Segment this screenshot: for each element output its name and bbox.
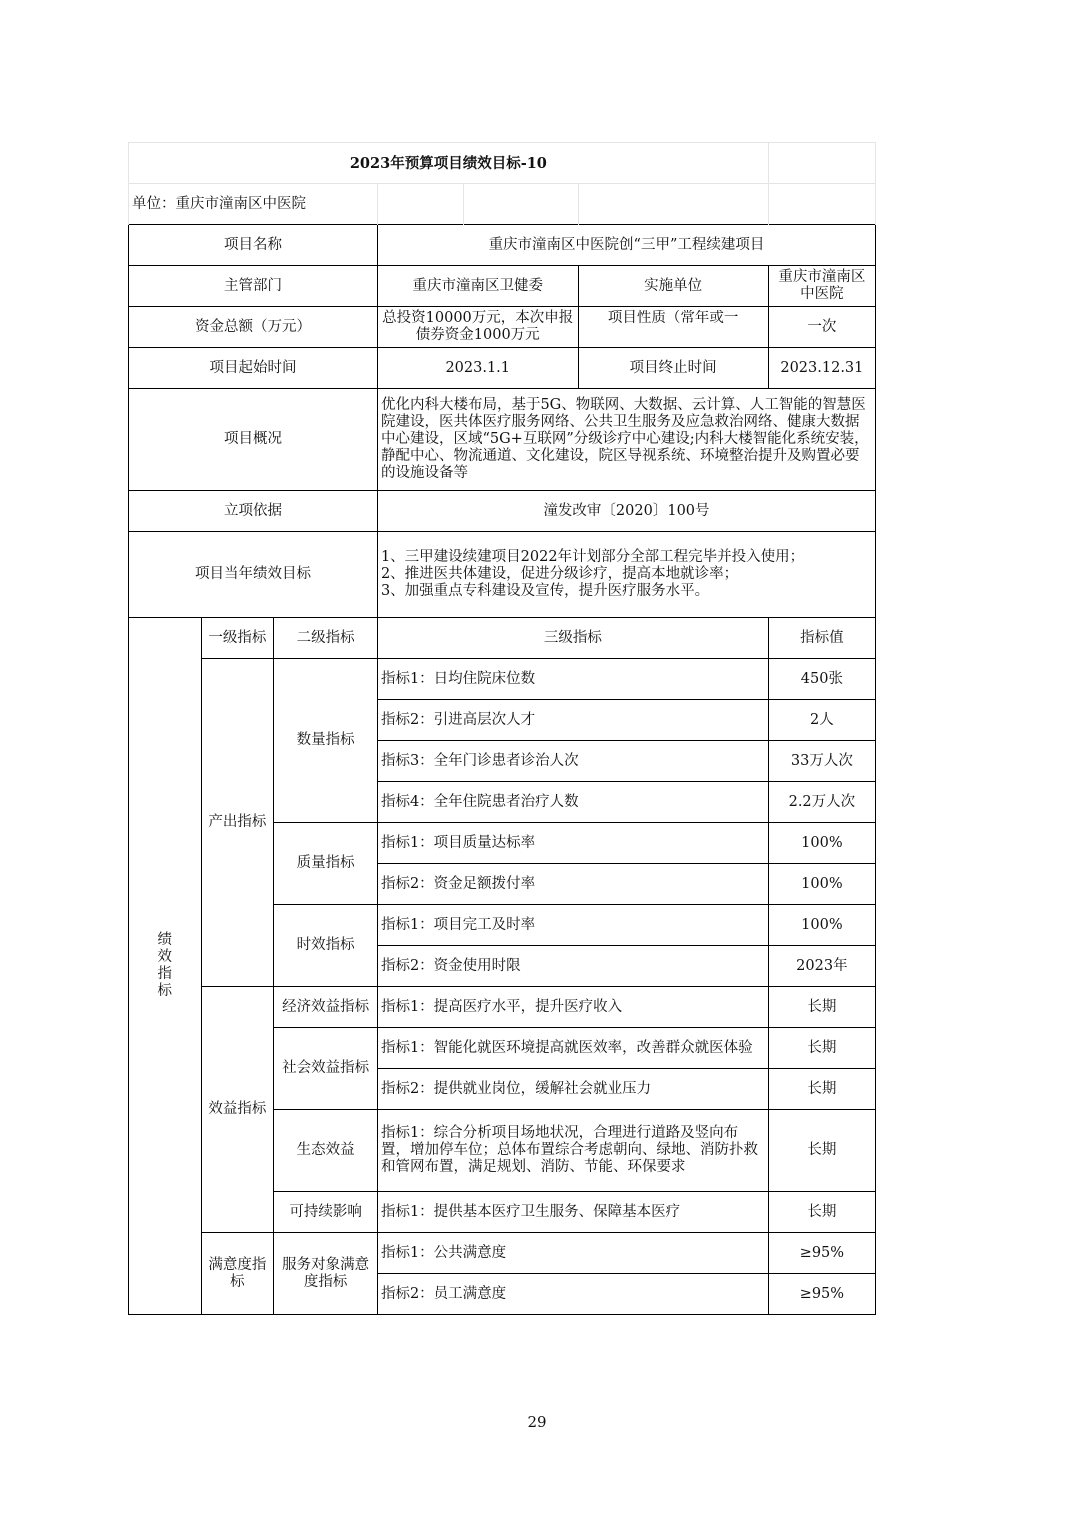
fund-label: 资金总额（万元）	[129, 307, 378, 348]
empty-cell	[464, 184, 578, 225]
impl-value: 重庆市潼南区中医院	[768, 266, 875, 307]
level2-quantity: 数量指标	[274, 659, 378, 823]
level2-timeliness: 时效指标	[274, 905, 378, 987]
project-name-value: 重庆市潼南区中医院创“三甲”工程续建项目	[377, 225, 875, 266]
indicator-value: 100%	[768, 823, 875, 864]
indicator-name: 指标1：项目完工及时率	[377, 905, 768, 946]
indicator-name: 指标2：提供就业岗位，缓解社会就业压力	[377, 1069, 768, 1110]
performance-target-table	[128, 142, 876, 1315]
indicator-value: 长期	[768, 1028, 875, 1069]
fund-value: 总投资10000万元，本次申报债券资金1000万元	[377, 307, 578, 348]
goal-list	[377, 532, 875, 618]
level1-satisfaction: 满意度指标	[201, 1233, 274, 1315]
level2-ecological: 生态效益	[274, 1110, 378, 1192]
level2-economic: 经济效益指标	[274, 987, 378, 1028]
level1-benefit: 效益指标	[201, 987, 274, 1233]
goal-label: 项目当年绩效目标	[129, 532, 378, 618]
impl-label: 实施单位	[578, 266, 768, 307]
indicator-value: 长期	[768, 1192, 875, 1233]
indicator-value: 长期	[768, 1069, 875, 1110]
goal-item: 1、三甲建设续建项目2022年计划部分全部工程完毕并投入使用；	[380, 549, 805, 565]
nature-value: 一次	[768, 307, 875, 348]
end-label: 项目终止时间	[578, 348, 768, 389]
nature-label: 项目性质（常年或一	[607, 310, 739, 326]
indicator-value: ≥95%	[768, 1233, 875, 1274]
indicator-name: 指标1：项目质量达标率	[377, 823, 768, 864]
indicator-value: ≥95%	[768, 1274, 875, 1315]
indicator-name: 指标1：智能化就医环境提高就医效率，改善群众就医体验	[377, 1028, 768, 1069]
empty-cell	[377, 184, 463, 225]
start-value: 2023.1.1	[377, 348, 578, 389]
empty-cell	[578, 184, 768, 225]
project-name-label: 项目名称	[129, 225, 378, 266]
indicator-value: 100%	[768, 864, 875, 905]
indicator-value: 2.2万人次	[768, 782, 875, 823]
indicator-name: 指标4：全年住院患者治疗人数	[377, 782, 768, 823]
level1-output: 产出指标	[201, 659, 274, 987]
indicator-name: 指标2：资金足额拨付率	[377, 864, 768, 905]
indicator-name: 指标1：提供基本医疗卫生服务、保障基本医疗	[377, 1192, 768, 1233]
level2-service: 服务对象满意度指标	[274, 1233, 378, 1315]
overview-value: 优化内科大楼布局，基于5G、物联网、大数据、云计算、人工智能的智慧医院建设，医共体医疗服务网络、公共卫生服务及应急救治网络、健康大数据中心建设，区域“5G+互联网”分级诊疗中心建设;内科大楼智能化系统安装，静配中心、物流通道、文化建设，院区导视系统、环境整治提升及购置必要的设施设备等	[377, 389, 875, 491]
document-title: 2023年预算项目绩效目标-10	[129, 143, 769, 184]
goal-item: 2、推进医共体建设，促进分级诊疗，提高本地就诊率；	[380, 566, 739, 582]
indicator-value: 长期	[768, 1110, 875, 1192]
indicator-name: 指标2：引进高层次人才	[377, 700, 768, 741]
level2-sustainable: 可持续影响	[274, 1192, 378, 1233]
header-level1: 一级指标	[201, 618, 274, 659]
level2-quality: 质量指标	[274, 823, 378, 905]
header-value: 指标值	[768, 618, 875, 659]
indicator-name: 指标3：全年门诊患者诊治人次	[377, 741, 768, 782]
indicator-name: 指标2：资金使用时限	[377, 946, 768, 987]
indicator-value: 450张	[768, 659, 875, 700]
basis-label: 立项依据	[129, 491, 378, 532]
basis-value: 潼发改审〔2020〕100号	[377, 491, 875, 532]
indicator-value: 2023年	[768, 946, 875, 987]
performance-indicator-label	[129, 618, 202, 1315]
level2-social: 社会效益指标	[274, 1028, 378, 1110]
dept-value: 重庆市潼南区卫健委	[377, 266, 578, 307]
page-number: 29	[527, 1413, 547, 1431]
goal-item: 3、加强重点专科建设及宣传，提升医疗服务水平。	[380, 583, 710, 599]
overview-label: 项目概况	[129, 389, 378, 491]
indicator-value: 2人	[768, 700, 875, 741]
indicator-name: 指标1：综合分析项目场地状况，合理进行道路及竖向布置，增加停车位；总体布置综合考虑朝向、绿地、消防扑救和管网布置，满足规划、消防、节能、环保要求	[377, 1110, 768, 1192]
empty-cell	[768, 143, 875, 184]
indicator-name: 指标1：公共满意度	[377, 1233, 768, 1274]
indicator-value: 长期	[768, 987, 875, 1028]
indicator-value: 33万人次	[768, 741, 875, 782]
indicator-name: 指标1：提高医疗水平，提升医疗收入	[377, 987, 768, 1028]
empty-cell	[768, 184, 875, 225]
end-value: 2023.12.31	[768, 348, 875, 389]
indicator-name: 指标1：日均住院床位数	[377, 659, 768, 700]
start-label: 项目起始时间	[129, 348, 378, 389]
header-level2: 二级指标	[274, 618, 378, 659]
section-label: 绩效指标	[157, 932, 173, 999]
unit-label: 单位：重庆市潼南区中医院	[129, 184, 378, 225]
indicator-name: 指标2：员工满意度	[377, 1274, 768, 1315]
header-level3: 三级指标	[377, 618, 768, 659]
indicator-value: 100%	[768, 905, 875, 946]
dept-label: 主管部门	[129, 266, 378, 307]
